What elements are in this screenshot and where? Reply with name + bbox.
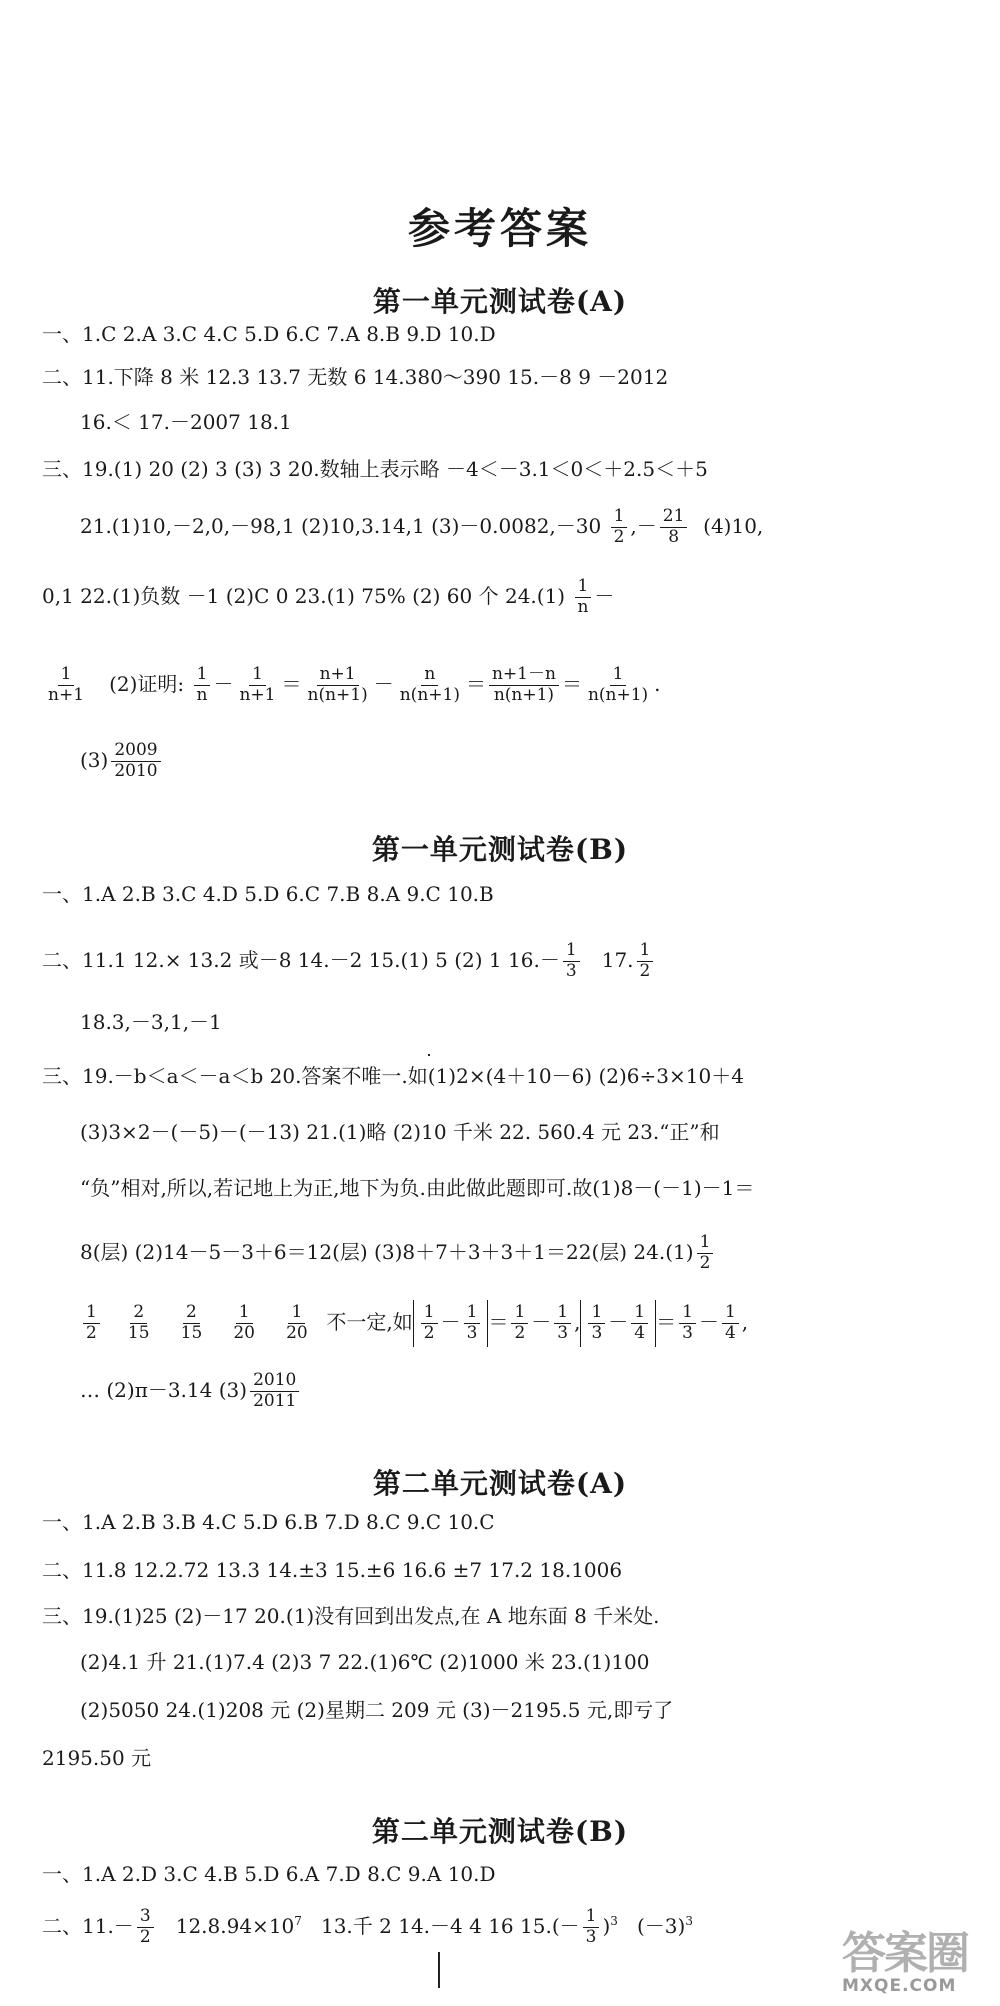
fraction xyxy=(230,1304,258,1343)
answer-line: $\frac{1}{n+1}$ (2)证明: $\frac{1}{n}$ － $\frac{1}{n+1}$ ＝ $\frac{n+1}{n(n+1)}$ － $\frac{n}{n(n+1)}$ ＝ $\frac{n+1-n}{n(n+1)}$ ＝ $\frac{1}{n(n+1)}$ . xyxy=(42,666,661,705)
numerator: 2009 xyxy=(111,742,160,762)
answer-line: 一、1.A 2.B 3.B 4.C 5.D 6.B 7.D 8.C 9.C 10.C xyxy=(42,1510,495,1534)
answer-text: (4)10, xyxy=(703,513,764,538)
denominator: n+1 xyxy=(48,684,85,705)
answer-line: 三、19.－b＜a＜－a＜b 20.答案不唯一.如(1)2×(4＋10－6) (2)6÷3×10＋4 xyxy=(42,1064,744,1088)
fraction xyxy=(45,666,87,705)
fraction xyxy=(178,1304,206,1343)
denominator: 4 xyxy=(724,1322,736,1343)
answer-text: … (2)π－3.14 (3) xyxy=(80,1377,248,1402)
numerator: 1 xyxy=(421,1304,438,1324)
fraction xyxy=(574,578,591,617)
denominator: 2 xyxy=(613,526,625,547)
numerator: 1 xyxy=(288,1304,305,1324)
fraction xyxy=(397,666,463,705)
answer-line xyxy=(42,1908,693,1947)
answer-line: 21.(1)10,－2,0,－98,1 (2)10,3.14,1 (3)－0.0082,－30 $\frac{1}{2}$ ,－ $\frac{21}{8}$ (4)10, xyxy=(80,506,764,547)
numerator: 1 xyxy=(83,1304,100,1324)
answer-text: (－ xyxy=(551,1913,580,1938)
answer-line xyxy=(80,1372,302,1411)
answer-line: 三、19.(1) 20 (2) 3 (3) 3 20.数轴上表示略 －4＜－3.1＜0＜＋2.5＜＋5 xyxy=(42,457,708,481)
fraction xyxy=(489,666,559,705)
answer-text: 二、11.－ xyxy=(42,1913,134,1938)
fraction xyxy=(563,942,580,981)
fraction xyxy=(583,1908,600,1947)
answer-text: (3) xyxy=(80,747,109,772)
denominator: n+1 xyxy=(239,684,276,705)
absolute-value: $\frac{1}{2}$ － $\frac{1}{3}$ xyxy=(413,1300,489,1347)
watermark-text: 答案圈 xyxy=(842,1928,968,1979)
answer-text: (2)证明: xyxy=(109,671,185,696)
denominator: n(n+1) xyxy=(399,684,460,705)
fraction xyxy=(554,1304,571,1343)
answer-line: (3)3×2－(－5)－(－13) 21.(1)略 (2)10 千米 22. 560.4 元 23.“正”和 xyxy=(80,1120,720,1144)
answer-line: 一、1.C 2.A 3.C 4.C 5.D 6.C 7.A 8.B 9.D 10.D xyxy=(42,322,496,346)
numerator: 1 xyxy=(194,666,211,686)
answer-text: 0,1 22.(1)负数 －1 (2)C 0 23.(1) 75% (2) 60 个 24.(1) xyxy=(42,583,566,608)
fraction xyxy=(421,1304,438,1343)
exponent: 7 xyxy=(294,1914,302,1929)
denominator: n(n+1) xyxy=(587,684,649,705)
denominator: 2 xyxy=(639,960,651,981)
answer-line: 二、11.8 12.2.72 13.3 14.±3 15.±6 16.6 ±7 17.2 18.1006 xyxy=(42,1558,623,1582)
answer-line: 18.3,－3,1,－1 xyxy=(80,1010,222,1034)
numerator: 1 xyxy=(464,1304,481,1324)
numerator: n xyxy=(421,666,438,686)
fraction xyxy=(588,1304,605,1343)
fraction xyxy=(125,1304,153,1343)
denominator: 15 xyxy=(180,1322,203,1343)
section-title-unit1-a: 第一单元测试卷(A) xyxy=(372,285,628,318)
answer-line: (2)5050 24.(1)208 元 (2)星期二 209 元 (3)－2195.5 元,即亏了 xyxy=(80,1698,674,1722)
denominator: n(n+1) xyxy=(307,684,368,705)
denominator: 3 xyxy=(565,960,577,981)
numerator: 21 xyxy=(660,508,688,528)
absolute-value: $\frac{1}{3}$ － $\frac{1}{4}$ xyxy=(580,1300,656,1347)
fraction xyxy=(631,1304,648,1343)
answer-text: 17. xyxy=(601,947,634,972)
answer-text: 13.千 2 14.－4 4 16 15. xyxy=(320,1913,552,1938)
numerator: 1 xyxy=(249,666,266,686)
exponent: 3 xyxy=(610,1914,618,1929)
answer-text: 8(层) (2)14－5－3＋6＝12(层) (3)8＋7＋3＋3＋1＝22(层) 24.(1) xyxy=(80,1239,694,1264)
section-title-unit1-b: 第一单元测试卷(B) xyxy=(371,833,629,866)
answer-text: 21.(1)10,－2,0,－98,1 (2)10,3.14,1 (3)－0.0082,－30 xyxy=(80,513,602,538)
fraction xyxy=(464,1304,481,1343)
denominator: 2 xyxy=(139,1926,151,1947)
answer-line xyxy=(80,742,164,781)
answer-line: (2)4.1 升 21.(1)7.4 (2)3 7 22.(1)6℃ (2)1000 米 23.(1)100 xyxy=(80,1650,650,1674)
numerator: 2 xyxy=(130,1304,147,1324)
denominator: 3 xyxy=(682,1322,693,1343)
answer-line: 一、1.A 2.B 3.C 4.D 5.D 6.C 7.B 8.A 9.C 10.B xyxy=(42,882,494,906)
section-title-unit2-b: 第二单元测试卷(B) xyxy=(371,1815,629,1848)
denominator: n(n+1) xyxy=(493,684,555,705)
numerator: 1 xyxy=(588,1304,605,1324)
numerator: 1 xyxy=(58,666,75,686)
numerator: 1 xyxy=(631,1304,648,1324)
numerator: 1 xyxy=(575,578,592,598)
fraction xyxy=(250,1372,299,1411)
answer-line xyxy=(80,1234,716,1273)
answer-line: 三、19.(1)25 (2)－17 20.(1)没有回到出发点,在 A 地东面 8 千米处. xyxy=(42,1604,660,1628)
fraction xyxy=(305,666,371,705)
denominator: 2 xyxy=(514,1322,526,1343)
denominator: 2 xyxy=(423,1322,435,1343)
answer-text: 二、11.1 12.× 13.2 或－8 14.－2 15.(1) 5 (2) 1 16.－ xyxy=(42,947,560,972)
denominator: 4 xyxy=(634,1322,646,1343)
fraction xyxy=(111,742,160,781)
section-title-unit2-a: 第二单元测试卷(A) xyxy=(372,1467,628,1500)
numerator: 3 xyxy=(137,1908,154,1928)
answer-line: 16.＜ 17.－2007 18.1 xyxy=(80,410,292,434)
numerator: 1 xyxy=(563,942,580,962)
denominator: 2 xyxy=(86,1322,97,1343)
answer-line: 一、1.A 2.D 3.C 4.B 5.D 6.A 7.D 8.C 9.A 10.D xyxy=(42,1862,496,1886)
numerator: 1 xyxy=(610,666,627,686)
fraction xyxy=(283,1304,311,1343)
fraction xyxy=(611,508,628,547)
page-title: 参考答案 xyxy=(407,204,592,253)
answer-line: $\frac{1}{2}$ $\frac{2}{15}$ $\frac{2}{15}$ $\frac{1}{20}$ $\frac{1}{20}$ 不一定,如 $\frac{1}{2}$ － $\frac{1}{3}$ ＝ $\frac{1}{2}$ － $\frac{1}{3}$ , $\frac{1}{3}$ － $\frac{1}{4}$ ＝ $\frac{1}{3}$ － $\frac{1}{4}$ , xyxy=(80,1300,748,1347)
denominator: 15 xyxy=(127,1322,150,1343)
denominator: 3 xyxy=(585,1926,597,1947)
denominator: 20 xyxy=(286,1322,308,1343)
numerator: n+1 xyxy=(317,666,359,686)
denominator: n xyxy=(577,596,589,617)
watermark-logo xyxy=(842,1928,992,1996)
fraction xyxy=(194,666,211,705)
denominator: 3 xyxy=(466,1322,478,1343)
numerator: 1 xyxy=(697,1234,714,1254)
denominator: 3 xyxy=(557,1322,569,1343)
answer-text: (－3) xyxy=(637,1913,686,1938)
numerator: 1 xyxy=(722,1304,739,1324)
denominator: 8 xyxy=(668,526,680,547)
numerator: 1 xyxy=(611,508,628,528)
numerator: 2010 xyxy=(250,1372,299,1392)
answer-text: ) xyxy=(602,1913,611,1938)
answer-line: 2195.50 元 xyxy=(42,1746,152,1770)
watermark-url: MXQE.COM xyxy=(842,1976,957,1996)
answer-text: － xyxy=(594,583,615,608)
fraction xyxy=(697,1234,714,1273)
answer-text: 不一定,如 xyxy=(326,1309,413,1334)
scan-mark xyxy=(428,1054,430,1056)
fraction xyxy=(660,508,688,547)
denominator: 2 xyxy=(699,1252,711,1273)
numerator: 1 xyxy=(583,1908,600,1928)
answer-line: 二、11.下降 8 米 12.3 13.7 无数 6 14.380～390 15.－8 9 －2012 xyxy=(42,365,669,389)
fraction xyxy=(83,1304,100,1343)
numerator: 1 xyxy=(679,1304,696,1324)
answer-line xyxy=(42,578,614,617)
denominator: 3 xyxy=(591,1322,603,1343)
fraction xyxy=(637,942,654,981)
numerator: 2 xyxy=(183,1304,200,1324)
answer-line xyxy=(42,942,656,981)
numerator: 1 xyxy=(637,942,654,962)
fraction xyxy=(585,666,651,705)
denominator: n xyxy=(196,684,208,705)
fraction xyxy=(236,666,278,705)
numerator: 1 xyxy=(511,1304,528,1324)
denominator: 2010 xyxy=(114,760,158,781)
fraction xyxy=(722,1304,739,1343)
fraction xyxy=(679,1304,696,1343)
numerator: 1 xyxy=(554,1304,571,1324)
numerator: n+1－n xyxy=(489,666,559,686)
answer-line: “负”相对,所以,若记地上为正,地下为负.由此做此题即可.故(1)8－(－1)－1＝ xyxy=(80,1176,755,1200)
scan-mark xyxy=(438,1952,440,1988)
numerator: 1 xyxy=(236,1304,253,1324)
fraction xyxy=(137,1908,154,1947)
exponent: 3 xyxy=(685,1914,693,1929)
fraction xyxy=(511,1304,528,1343)
denominator: 20 xyxy=(233,1322,255,1343)
denominator: 2011 xyxy=(253,1390,297,1411)
answer-text: 12.8.94×10 xyxy=(175,1913,295,1938)
